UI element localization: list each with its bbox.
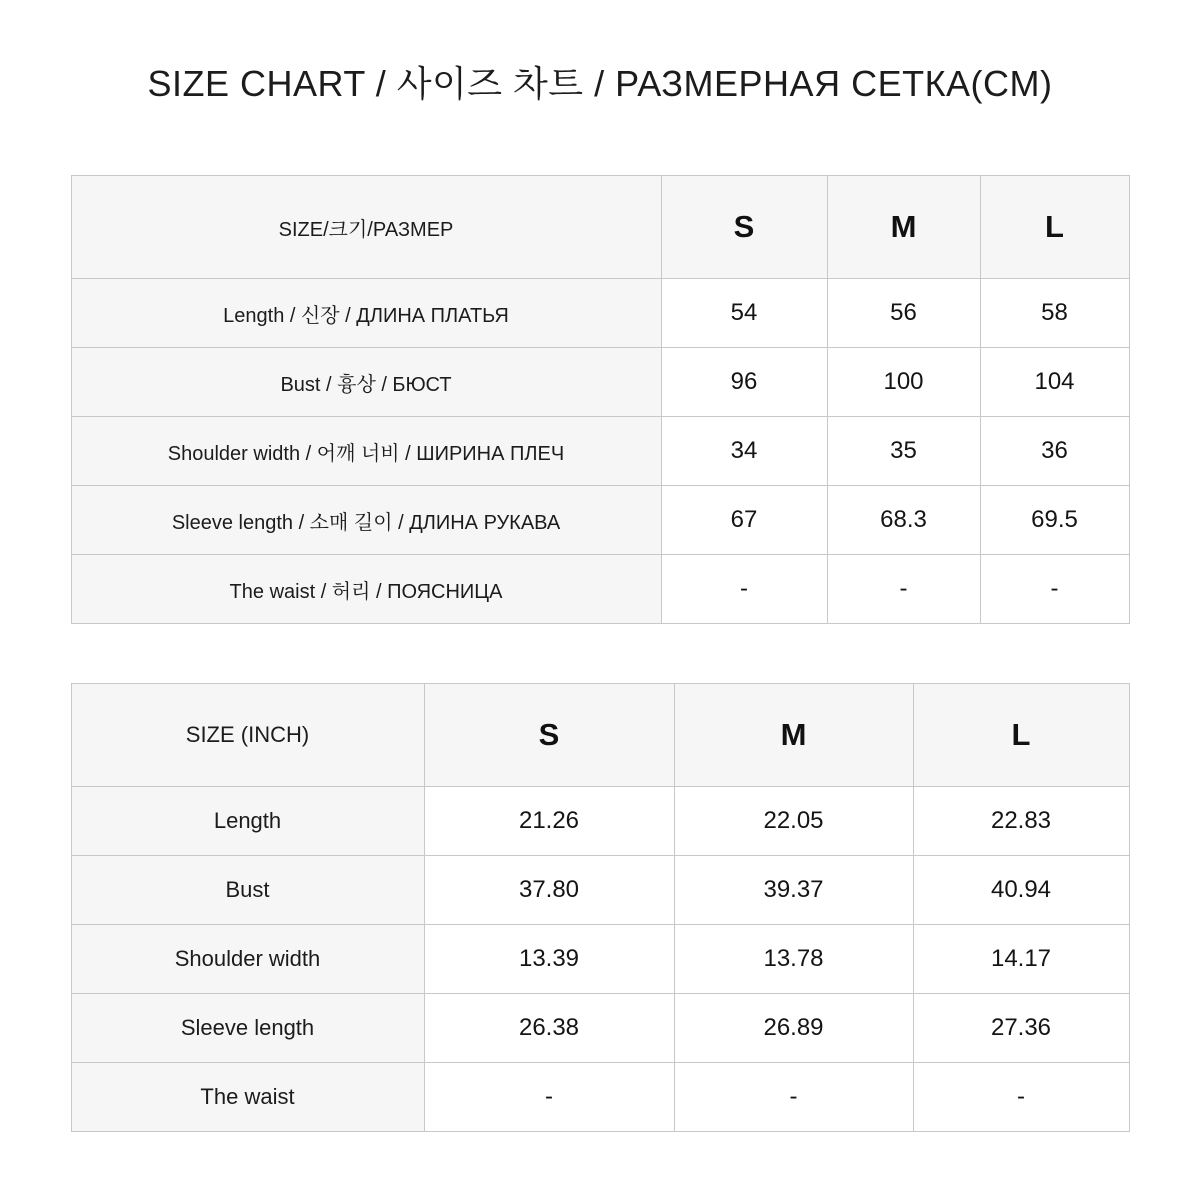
value-cell: 13.78 — [674, 925, 913, 994]
value-cell: 13.39 — [424, 925, 674, 994]
inch-header-label: SIZE (INCH) — [71, 684, 424, 787]
inch-size-header-m: M — [674, 684, 913, 787]
table-row-sleeve-cm — [71, 486, 1129, 555]
cm-header-row — [71, 176, 1129, 279]
cm-size-header-l: L — [980, 176, 1129, 279]
value-cell: 36 — [980, 417, 1129, 486]
row-label: Sleeve length / 소매 길이 / ДЛИНА РУКАВА — [71, 486, 661, 555]
inch-size-header-l: L — [913, 684, 1129, 787]
value-cell: 39.37 — [674, 856, 913, 925]
value-cell: 37.80 — [424, 856, 674, 925]
table-row-shoulder-cm — [71, 417, 1129, 486]
table-row-waist-cm — [71, 555, 1129, 624]
table-row-shoulder-inch — [71, 925, 1129, 994]
row-label: Shoulder width / 어깨 너비 / ШИРИНА ПЛЕЧ — [71, 417, 661, 486]
value-cell: - — [661, 555, 827, 624]
value-cell: 40.94 — [913, 856, 1129, 925]
value-cell: 22.83 — [913, 787, 1129, 856]
value-cell: 35 — [827, 417, 980, 486]
row-label: Sleeve length — [71, 994, 424, 1063]
value-cell: - — [913, 1063, 1129, 1132]
value-cell: 67 — [661, 486, 827, 555]
row-label: Shoulder width — [71, 925, 424, 994]
row-label: The waist / 허리 / ПОЯСНИЦА — [71, 555, 661, 624]
value-cell: 21.26 — [424, 787, 674, 856]
value-cell: 58 — [980, 279, 1129, 348]
table-row-waist-inch — [71, 1063, 1129, 1132]
value-cell: 34 — [661, 417, 827, 486]
value-cell: - — [980, 555, 1129, 624]
value-cell: 104 — [980, 348, 1129, 417]
value-cell: 69.5 — [980, 486, 1129, 555]
row-label: Length / 신장 / ДЛИНА ПЛАТЬЯ — [71, 279, 661, 348]
cm-size-header-m: M — [827, 176, 980, 279]
page-title: SIZE CHART / 사이즈 차트 / РАЗМЕРНАЯ СЕТКА(CM) — [147, 63, 1053, 104]
value-cell: 56 — [827, 279, 980, 348]
value-cell: - — [424, 1063, 674, 1132]
value-cell: 22.05 — [674, 787, 913, 856]
value-cell: 54 — [661, 279, 827, 348]
value-cell: 26.38 — [424, 994, 674, 1063]
value-cell: - — [674, 1063, 913, 1132]
cm-header-label: SIZE/크기/РАЗМЕР — [71, 176, 661, 279]
value-cell: 100 — [827, 348, 980, 417]
size-table-cm — [71, 175, 1130, 624]
row-label: Bust — [71, 856, 424, 925]
value-cell: 68.3 — [827, 486, 980, 555]
size-table-inch — [71, 683, 1130, 1132]
value-cell: 96 — [661, 348, 827, 417]
value-cell: 27.36 — [913, 994, 1129, 1063]
row-label: The waist — [71, 1063, 424, 1132]
row-label: Length — [71, 787, 424, 856]
inch-size-header-s: S — [424, 684, 674, 787]
inch-header-row — [71, 684, 1129, 787]
table-row-sleeve-inch — [71, 994, 1129, 1063]
row-label: Bust / 흉상 / БЮСТ — [71, 348, 661, 417]
table-row-length-cm — [71, 279, 1129, 348]
value-cell: 14.17 — [913, 925, 1129, 994]
table-row-length-inch — [71, 787, 1129, 856]
value-cell: 26.89 — [674, 994, 913, 1063]
table-row-bust-inch — [71, 856, 1129, 925]
table-row-bust-cm — [71, 348, 1129, 417]
cm-size-header-s: S — [661, 176, 827, 279]
value-cell: - — [827, 555, 980, 624]
